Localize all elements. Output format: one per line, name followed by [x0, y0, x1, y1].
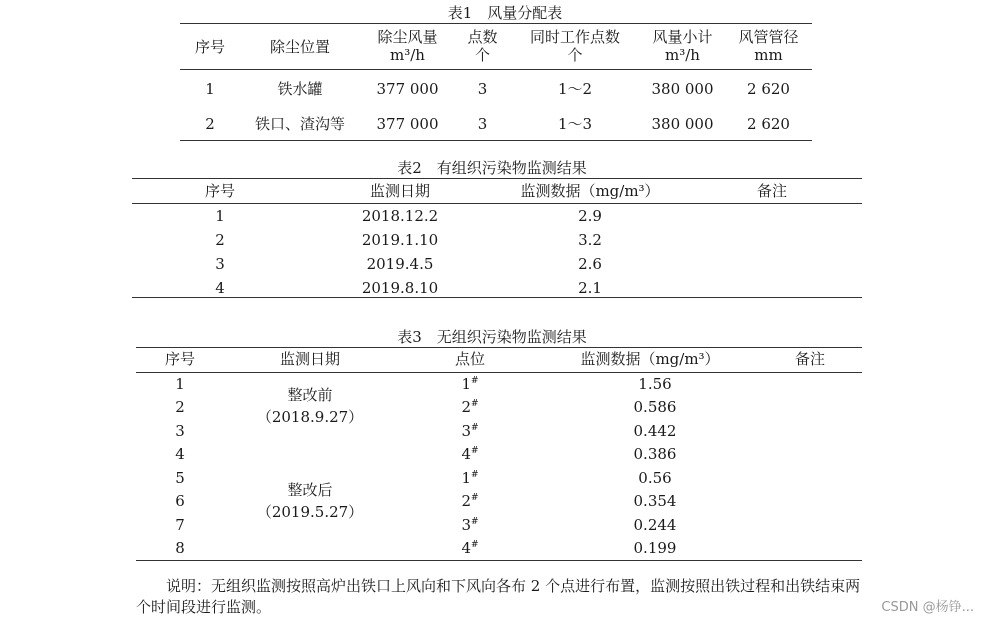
- table3-point-number: 2: [461, 492, 471, 510]
- table3-point-number: 2: [461, 398, 471, 416]
- table1-cell: 铁口、渣沟等: [254, 115, 345, 133]
- table3-point-number: 4: [461, 445, 471, 463]
- table3-cell-point: [430, 445, 510, 463]
- table1-cell: 380 000: [651, 115, 714, 133]
- table3-cell-value: 1.56: [638, 375, 672, 393]
- cropped-link-fragment: [38, 0, 168, 5]
- table3-header-point: 点位: [454, 350, 485, 368]
- table3-group-label: 整改前: [287, 386, 333, 404]
- table2-header-rule: [132, 203, 862, 204]
- table3-cell-no: 5: [175, 469, 185, 487]
- table3-point-mark: #: [471, 470, 479, 480]
- table1-header-position: 除尘位置: [269, 38, 330, 56]
- table2-top-rule: [132, 178, 862, 179]
- table1-header-airflow-label: 除尘风量: [377, 28, 438, 46]
- table3-point-mark: #: [471, 446, 479, 456]
- table2-cell: 4: [215, 279, 225, 297]
- table3-cell-no: 2: [175, 398, 185, 416]
- table-note: 说明：无组织监测按照高炉出铁口上风向和下风向各布 2 个点进行布置，监测按照出铁过程和出铁结束两个时间段进行监测。: [136, 577, 861, 616]
- table1-header-subtotal: [640, 28, 725, 64]
- table1-header-subtotal-unit: m³/h: [665, 46, 700, 64]
- table2-cell: 2018.12.2: [361, 207, 439, 225]
- table3-header-date: 监测日期: [279, 350, 340, 368]
- table3-caption: 表3 无组织污染物监测结果: [397, 328, 587, 346]
- table3-group-date: （2019.5.27）: [256, 503, 364, 521]
- table3-cell-point: [430, 516, 510, 534]
- table1-cell: 377 000: [376, 115, 439, 133]
- table3-cell-point: [430, 375, 510, 393]
- table1-top-rule: [180, 23, 812, 24]
- table2-cell: 2.9: [578, 207, 602, 225]
- table3-point-mark: #: [471, 376, 479, 386]
- table1-cell: 1～3: [557, 115, 593, 133]
- table3-cell-no: 7: [175, 516, 185, 534]
- table2-header-value: 监测数据（mg/m³）: [520, 182, 660, 200]
- table1-cell: 3: [477, 115, 488, 133]
- table3-group-date: （2018.9.27）: [256, 408, 364, 426]
- table1-header-concurrent: [510, 28, 640, 64]
- table3-cell-no: 6: [175, 492, 185, 510]
- table3-cell-no: 8: [175, 539, 185, 557]
- table3-cell-value: 0.442: [633, 422, 677, 440]
- table3-point-mark: #: [471, 540, 479, 550]
- table3-header-remark: 备注: [794, 350, 825, 368]
- table1-cell: 1: [205, 80, 215, 98]
- table1-bottom-rule: [180, 140, 812, 141]
- table3-bottom-rule: [136, 560, 862, 561]
- table3-cell-no: 4: [175, 445, 185, 463]
- table1-header-no: 序号: [194, 38, 225, 56]
- table1-cell: 2 620: [747, 115, 790, 133]
- table3-point-number: 3: [461, 516, 471, 534]
- table1-header-concurrent-unit: 个: [567, 46, 583, 64]
- table3-cell-value: 0.56: [638, 469, 672, 487]
- table3-cell-value: 0.386: [633, 445, 677, 463]
- table3-group-label: 整改后: [287, 481, 333, 499]
- table1-cell: 2 620: [747, 80, 790, 98]
- table1-header-points-unit: 个: [474, 46, 490, 64]
- table3-point-mark: #: [471, 399, 479, 409]
- table3-cell-value: 0.354: [633, 492, 677, 510]
- table3-header-rule: [136, 372, 862, 373]
- table1-cell: 1～2: [557, 80, 593, 98]
- table2-cell: 2019.4.5: [366, 255, 434, 273]
- table1-header-points: [455, 28, 510, 64]
- table2-header-remark: 备注: [756, 182, 787, 200]
- table2-caption: 表2 有组织污染物监测结果: [397, 159, 587, 177]
- table2-cell: 2.6: [578, 255, 602, 273]
- table3-header-no: 序号: [164, 350, 195, 368]
- table1-cell: 铁水罐: [277, 80, 323, 98]
- table1-header-diameter-unit: mm: [754, 46, 783, 64]
- table1-caption: 表1 风量分配表: [447, 4, 563, 22]
- table1-header-diameter: [725, 28, 812, 64]
- table2-cell: 2019.8.10: [361, 279, 439, 297]
- table3-point-mark: #: [471, 423, 479, 433]
- table3-group-after: [240, 481, 380, 521]
- table3-point-number: 3: [461, 422, 471, 440]
- table3-cell-no: 3: [175, 422, 185, 440]
- table2-cell: 2: [215, 231, 225, 249]
- table3-point-number: 4: [461, 539, 471, 557]
- table2-cell: 3: [215, 255, 225, 273]
- table3-cell-point: [430, 469, 510, 487]
- table3-point-number: 1: [461, 469, 471, 487]
- table3-cell-point: [430, 398, 510, 416]
- table1-header-airflow-unit: m³/h: [390, 46, 425, 64]
- table1-cell: 377 000: [376, 80, 439, 98]
- table2-header-no: 序号: [204, 182, 235, 200]
- table3-cell-no: 1: [175, 375, 185, 393]
- table3-point-number: 1: [461, 375, 471, 393]
- table2-bottom-rule: [132, 297, 862, 298]
- table1-header-concurrent-label: 同时工作点数: [529, 28, 620, 46]
- table1-cell: 2: [205, 115, 215, 133]
- table2-cell: 2019.1.10: [361, 231, 439, 249]
- table2-header-date: 监测日期: [369, 182, 430, 200]
- table1-header-points-label: 点数: [467, 28, 498, 46]
- table3-header-value: 监测数据（mg/m³）: [580, 350, 720, 368]
- table3-point-mark: #: [471, 493, 479, 503]
- table2-cell: 3.2: [578, 231, 602, 249]
- table1-header-rule: [180, 69, 812, 70]
- table3-cell-point: [430, 539, 510, 557]
- table1-header-airflow: [360, 28, 455, 64]
- table3-top-rule: [136, 347, 862, 348]
- table3-cell-value: 0.586: [633, 398, 677, 416]
- csdn-watermark: CSDN @杨铮...: [881, 600, 974, 615]
- table1-header-subtotal-label: 风量小计: [652, 28, 713, 46]
- table3-cell-point: [430, 422, 510, 440]
- table1-header-diameter-label: 风管管径: [738, 28, 799, 46]
- table3-cell-value: 0.199: [633, 539, 677, 557]
- table3-point-mark: #: [471, 517, 479, 527]
- table3-cell-point: [430, 492, 510, 510]
- table1-cell: 380 000: [651, 80, 714, 98]
- table1-cell: 3: [477, 80, 488, 98]
- table2-cell: 1: [215, 207, 225, 225]
- table2-cell: 2.1: [578, 279, 602, 297]
- table3-group-before: [240, 386, 380, 426]
- table3-cell-value: 0.244: [633, 516, 677, 534]
